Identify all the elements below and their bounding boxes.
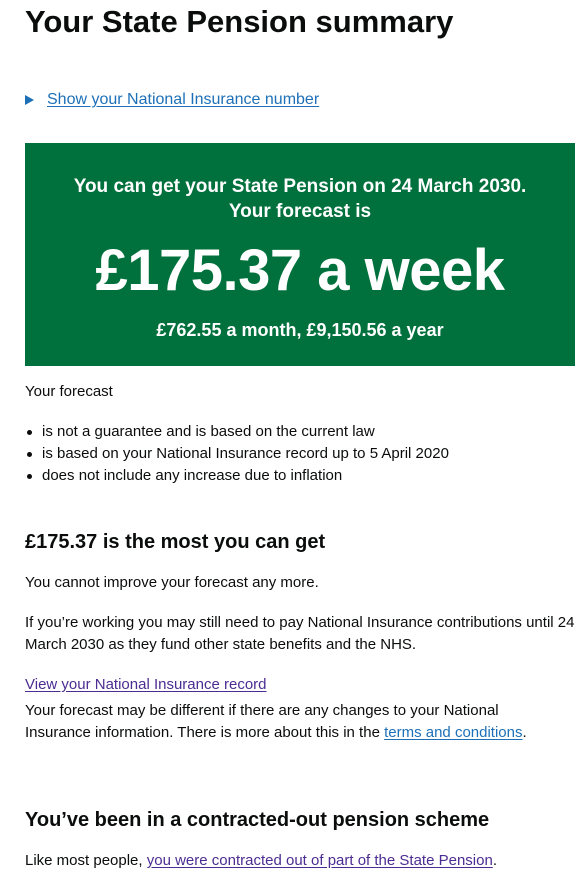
forecast-may-differ-prefix: Your forecast may be different if there are any changes to your National Insurance information. There is more about this in the (25, 702, 499, 741)
contracted-out-suffix: . (492, 852, 497, 869)
forecast-intro (25, 174, 575, 224)
forecast-date-line: You can get your State Pension on 24 March 2030. (73, 176, 527, 197)
terms-and-conditions-link[interactable]: terms and conditions (384, 724, 523, 741)
caret-right-icon (25, 95, 34, 105)
list-item: is not a guarantee and is based on the current law (25, 421, 449, 443)
cannot-improve-text: You cannot improve your forecast any more. (25, 574, 319, 591)
contracted-out-text (25, 850, 497, 872)
working-contributions-text: If you’re working you may still need to pay National Insurance contributions until 24 March 2030 as they fund other state benefits and the NHS. (25, 614, 575, 653)
list-item: is based on your National Insurance record up to 5 April 2020 (25, 443, 449, 465)
weekly-amount: £175.37 a week (95, 238, 505, 303)
list-item: does not include any increase due to inflation (25, 465, 449, 487)
forecast-notes-intro: Your forecast (25, 383, 113, 400)
page-title: Your State Pension summary (25, 4, 454, 39)
show-ni-number-label: Show your National Insurance number (47, 91, 320, 108)
monthly-yearly-amount: £762.55 a month, £9,150.56 a year (156, 320, 444, 340)
forecast-notes-list (25, 421, 449, 487)
forecast-panel (25, 143, 575, 366)
view-ni-record-link[interactable]: View your National Insurance record (25, 676, 267, 693)
forecast-may-differ-suffix: . (522, 724, 527, 741)
contracted-out-heading: You’ve been in a contracted-out pension scheme (25, 809, 490, 831)
forecast-may-differ-text (25, 700, 565, 744)
forecast-is-line: Your forecast is (228, 201, 372, 222)
show-ni-number-toggle[interactable] (25, 89, 319, 111)
contracted-out-prefix: Like most people, (25, 852, 147, 869)
most-you-can-get-heading: £175.37 is the most you can get (25, 531, 326, 553)
contracted-out-link[interactable]: you were contracted out of part of the State Pension (146, 852, 493, 869)
